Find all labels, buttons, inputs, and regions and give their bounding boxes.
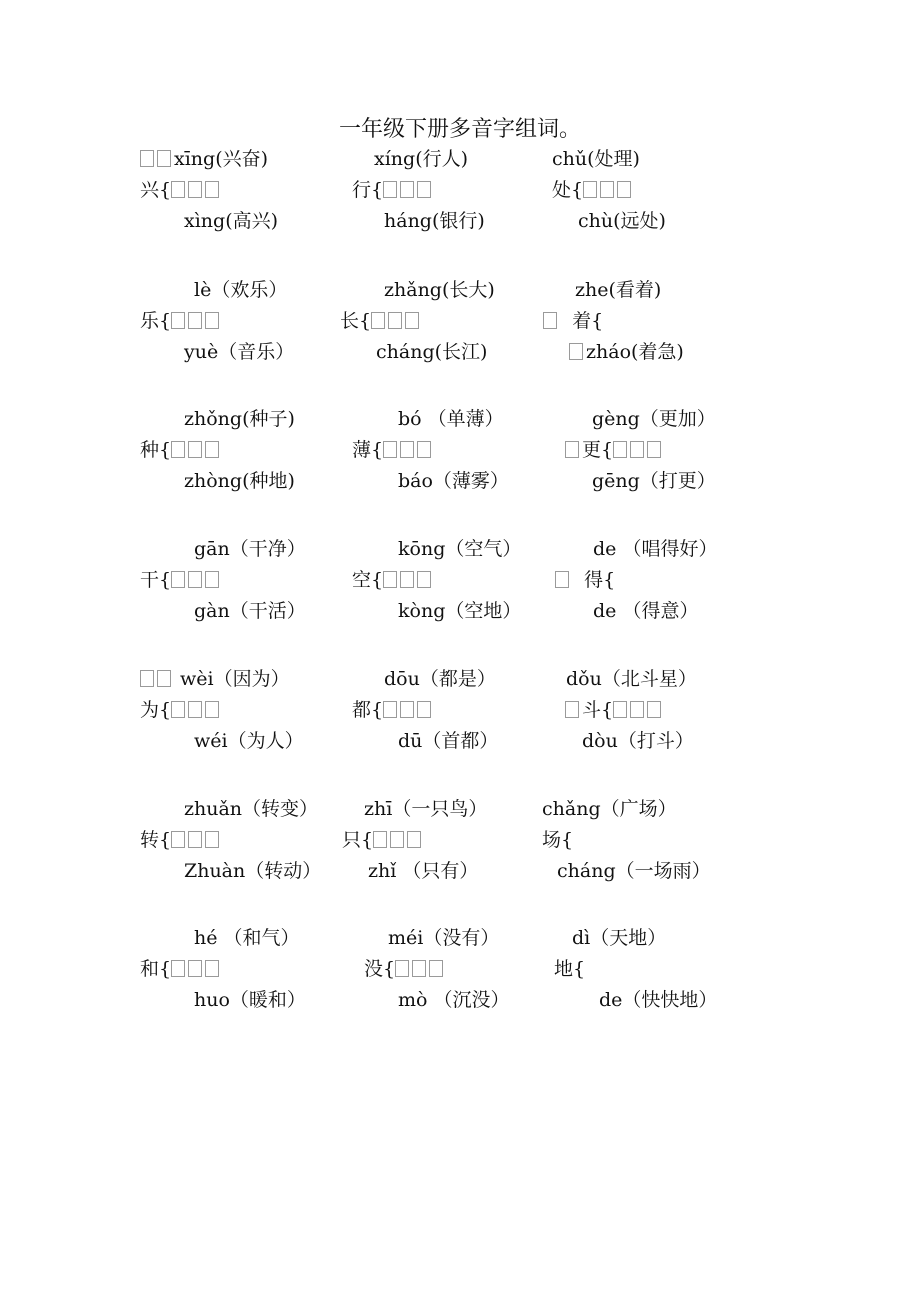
group-4-col-1-char: 干{ — [140, 567, 222, 593]
group-3-col-2-bottom: báo（薄雾） — [398, 470, 509, 492]
group-2-col-3-bottom: zháo(着急) — [569, 339, 684, 365]
group-2-col-1-bottom: yuè（音乐） — [184, 341, 295, 363]
group-3-col-1-bottom: zhòng(种地) — [184, 470, 295, 492]
group-1-col-1-top: xīng(兴奋) — [140, 146, 268, 172]
group-7-col-1-top: hé （和气） — [194, 927, 300, 949]
group-5-col-2-char: 都{ — [352, 697, 434, 723]
group-3-col-3-top: gèng（更加） — [592, 408, 716, 430]
group-1-col-2-char: 行{ — [352, 177, 434, 203]
group-7-col-1-char: 和{ — [140, 956, 222, 982]
group-5-col-1-top: wèi（因为） — [140, 666, 290, 692]
group-6-col-1-char: 转{ — [140, 827, 222, 853]
group-4-col-2-top: kōng（空气） — [398, 538, 522, 560]
group-4-col-1-bottom: gàn（干活） — [194, 600, 306, 622]
group-2-col-3-char: 着{ — [543, 308, 603, 334]
group-2-col-3-top: zhe(看着) — [575, 279, 662, 301]
group-6-col-3-top: chǎng（广场） — [542, 798, 677, 820]
group-7-col-2-top: méi（没有） — [388, 927, 500, 949]
group-4-col-3-bottom: de （得意） — [593, 600, 699, 622]
group-2-col-1-top: lè（欢乐） — [194, 279, 288, 301]
group-6-col-1-bottom: Zhuàn（转动） — [184, 860, 322, 882]
group-3-col-1-top: zhǒng(种子) — [184, 408, 295, 430]
group-5-col-3-bottom: dòu（打斗） — [582, 730, 694, 752]
group-5-col-2-bottom: dū（首都） — [398, 730, 499, 752]
group-5-col-1-char: 为{ — [140, 697, 222, 723]
group-1-col-3-top: chǔ(处理) — [552, 148, 640, 170]
group-6-col-2-top: zhī（一只鸟） — [364, 798, 488, 820]
group-5-col-3-char: 斗{ — [565, 697, 664, 723]
group-5-col-1-bottom: wéi（为人） — [194, 730, 304, 752]
group-1-col-2-bottom: háng(银行) — [384, 210, 485, 232]
group-7-col-3-top: dì（天地） — [572, 927, 667, 949]
group-3-col-1-char: 种{ — [140, 437, 222, 463]
group-2-col-2-top: zhǎng(长大) — [384, 279, 495, 301]
group-4-col-1-top: gān（干净） — [194, 538, 306, 560]
group-3-col-3-char: 更{ — [565, 437, 664, 463]
group-1-col-1-bottom: xìng(高兴) — [184, 210, 279, 232]
group-1-col-1-char: 兴{ — [140, 177, 222, 203]
group-6-col-1-top: zhuǎn（转变） — [184, 798, 319, 820]
group-7-col-2-bottom: mò （沉没） — [398, 989, 510, 1011]
group-3-col-2-char: 薄{ — [352, 437, 434, 463]
group-7-col-3-bottom: de（快快地） — [599, 989, 718, 1011]
group-7-col-3-char: 地{ — [554, 958, 586, 980]
group-4-col-2-char: 空{ — [352, 567, 434, 593]
group-1-col-2-top: xíng(行人) — [374, 148, 469, 170]
group-7-col-2-char: 没{ — [364, 956, 446, 982]
group-6-col-3-bottom: cháng（一场雨） — [557, 860, 711, 882]
group-7-col-1-bottom: huo（暖和） — [194, 989, 306, 1011]
group-5-col-2-top: dōu（都是） — [384, 668, 496, 690]
group-6-col-3-char: 场{ — [542, 829, 574, 851]
group-1-col-3-char: 处{ — [552, 177, 634, 203]
group-5-col-3-top: dǒu（北斗星） — [566, 668, 697, 690]
group-4-col-3-char: 得{ — [555, 567, 615, 593]
group-3-col-2-top: bó （单薄） — [398, 408, 504, 430]
group-1-col-3-bottom: chù(远处) — [578, 210, 666, 232]
group-2-col-1-char: 乐{ — [140, 308, 222, 334]
group-6-col-2-bottom: zhǐ （只有） — [368, 860, 479, 882]
group-4-col-3-top: de （唱得好） — [593, 538, 718, 560]
group-2-col-2-bottom: cháng(长江) — [376, 341, 488, 363]
page-title: 一年级下册多音字组词。 — [338, 117, 581, 142]
group-2-col-2-char: 长{ — [340, 308, 422, 334]
group-6-col-2-char: 只{ — [342, 827, 424, 853]
group-4-col-2-bottom: kòng（空地） — [398, 600, 522, 622]
group-3-col-3-bottom: gēng（打更） — [592, 470, 716, 492]
